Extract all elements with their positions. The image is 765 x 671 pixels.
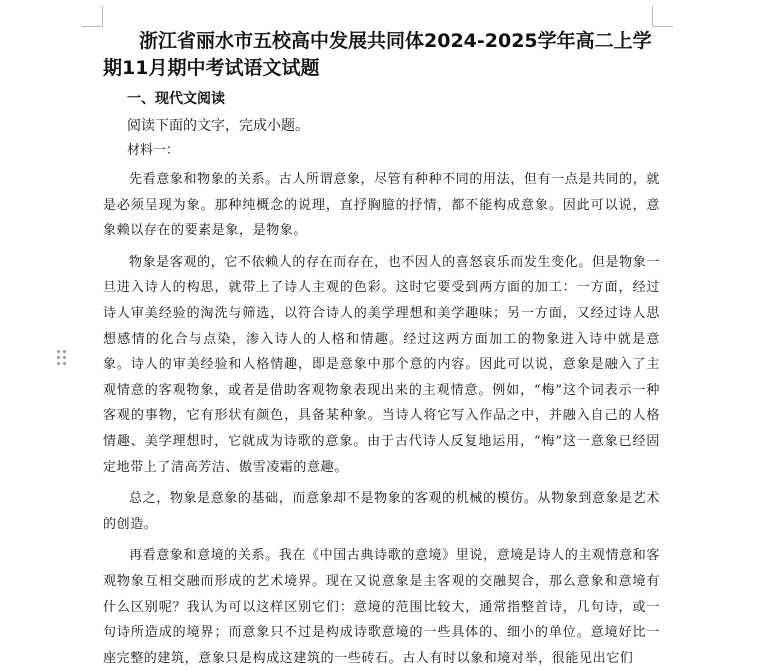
- material-label: 材料一：: [127, 143, 180, 158]
- reading-instruction: 阅读下面的文字，完成小题。: [127, 118, 309, 134]
- page-corner-mark-top-left: [82, 6, 103, 27]
- document-body[interactable]: [103, 28, 660, 671]
- paragraph-drag-handle-icon[interactable]: [57, 350, 67, 368]
- paragraph-3: 总之，物象是意象的基础，而意象却不是物象的客观的机械的模仿。从物象到意象是艺术的创造。: [103, 491, 660, 532]
- paragraph-2: 物象是客观的，它不依赖人的存在而存在，也不因人的喜怒哀乐而发生变化。但是物象一旦进入诗人的构思，就带上了诗人主观的色彩。这时它要受到两方面的加工：一方面，经过诗人审美经验的淘洗与筛选，以符合诗人的美学理想和美学趣味；另一方面，又经过诗人思想感情的化合与点染，渗入诗人的人格和情趣。经过这两方面加工的物象进入诗中就是意象。诗人的审美经验和人格情趣，即是意象中那个意的内容。因此可以说，意象是融入了主观情意的客观物象，或者是借助客观物象表现出来的主观情意。例如，“梅”这个词表示一种客观的事物，它有形状有颜色，具备某种象。当诗人将它写入作品之中，并融入自己的人格情趣、美学理想时，它就成为诗歌的意象。由于古代诗人反复地运用，“梅”这一意象已经固定地带上了清高芳洁、傲雪凌霜的意趣。: [103, 254, 660, 475]
- page-corner-mark-top-right: [652, 6, 673, 27]
- paragraph-4: 再看意象和意境的关系。我在《中国古典诗歌的意境》里说，意境是诗人的主观情意和客观物象互相交融而形成的艺术境界。现在又说意象是主客观的交融契合，那么意象和意境有什么区别呢？我认为可以这样区别它们：意境的范围比较大，通常指整首诗，几句诗，或一句诗所造成的境界；而意象只不过是构成诗歌意境的一些具体的、细小的单位。意境好比一座完整的建筑，意象只是构成这建筑的一些砖石。古人有时以象和境对举，很能见出它们: [103, 548, 660, 666]
- document-title: 浙江省丽水市五校高中发展共同体2024-2025学年高二上学期11月期中考试语文试题: [103, 30, 652, 79]
- paragraph-1: 先看意象和物象的关系。古人所谓意象，尽管有种种不同的用法，但有一点是共同的，就是必须呈现为象。那种纯概念的说理，直抒胸臆的抒情，都不能构成意象。因此可以说，意象赖以存在的要素是象，是物象。: [103, 172, 660, 239]
- section-heading: 一、现代文阅读: [127, 91, 225, 107]
